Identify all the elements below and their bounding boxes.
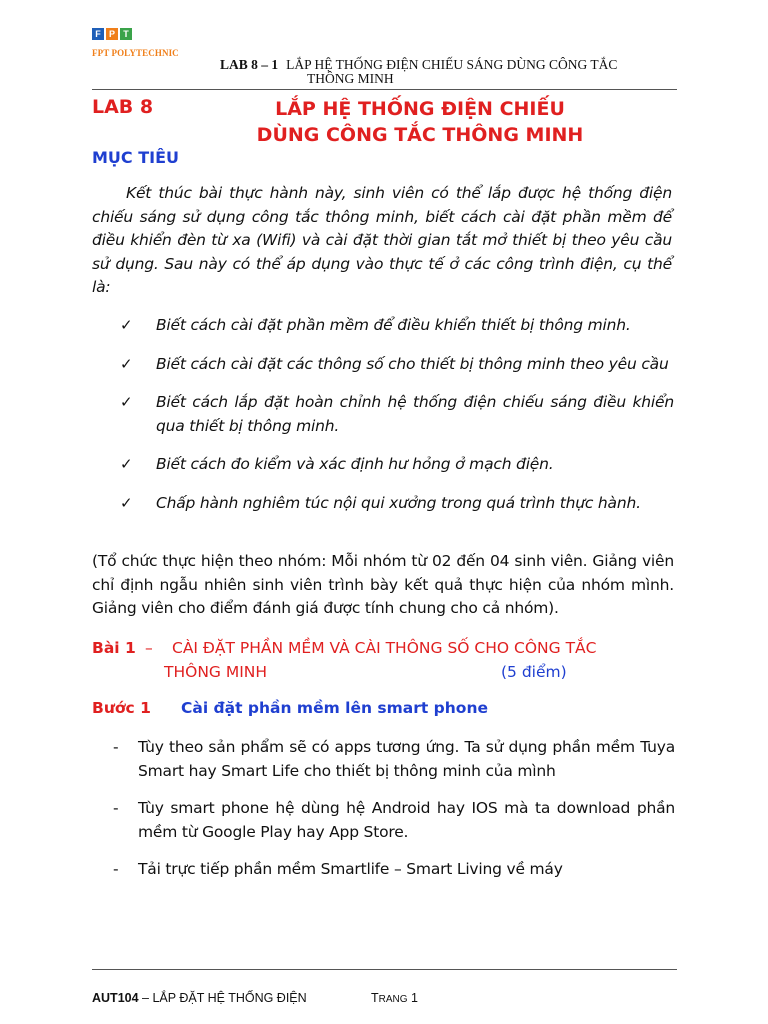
instruction-text: Tùy theo sản phẩm sẽ có apps tương ứng. Ta sử dụng phần mềm Tuya Smart hay Smart Life cho thiết bị thông minh của mình [138,738,675,780]
checkmark-icon: ✓ [120,354,133,373]
objective-item [120,391,674,438]
logo-tile-f: F [92,28,104,40]
footer-course-name: – LẮP ĐẶT HỆ THỐNG ĐIỆN [142,991,307,1005]
page-title-line1: LẮP HỆ THỐNG ĐIỆN CHIẾU [275,98,565,120]
checkmark-icon: ✓ [120,455,133,473]
objective-text: Biết cách lắp đặt hoàn chỉnh hệ thống điện chiếu sáng điều khiển qua thiết bị thông minh. [156,393,674,435]
intro-text: Kết thúc bài thực hành này, sinh viên có thể lắp được hệ thống điện chiếu sáng sử dụng công tắc thông minh, biết cách cài đặt phần mềm để điều khiển đèn từ xa (Wifi) và cài đặt thời gian tắt mở thiết bị theo yêu cầu sử dụng. Sau này có thể áp dụng vào thực tế ở các công trình điện, cụ thể là: [92,184,672,296]
instruction-item [113,858,675,882]
fpt-polytechnic-logo [92,28,202,68]
objectives-list [120,314,674,515]
header-divider [92,89,677,90]
objective-text: Biết cách cài đặt phần mềm để điều khiển thiết bị thông minh. [156,316,631,334]
page-title [210,96,630,148]
checkmark-icon: ✓ [120,393,133,411]
exercise-heading [92,636,677,681]
intro-paragraph [92,182,672,300]
exercise-title-line2: THÔNG MINH [164,663,268,681]
dash-bullet: - [113,738,119,756]
footer-page-value: 1 [411,991,418,1005]
logo-education-text: Education [137,29,181,39]
footer-divider [92,969,677,970]
page-title-line2: DÙNG CÔNG TẮC THÔNG MINH [256,124,584,146]
instruction-item [113,797,675,844]
exercise-dash: – [145,639,153,657]
objective-text: Biết cách đo kiểm và xác định hư hỏng ở mạch điện. [156,455,554,473]
instruction-text: Tải trực tiếp phần mềm Smartlife – Smart Living về máy [138,860,563,878]
title-lab-label: LAB 8 [92,96,154,118]
header-title-line1: LẮP HỆ THỐNG ĐIỆN CHIẾU SÁNG DÙNG CÔNG TẮC [286,57,618,72]
objective-item [120,453,674,477]
objective-text: Chấp hành nghiêm túc nội qui xưởng trong quá trình thực hành. [156,493,641,512]
checkmark-icon: ✓ [120,316,133,334]
step-heading [92,699,489,717]
section-heading-objectives: MỤC TIÊU [92,148,180,167]
step-title: Cài đặt phần mềm lên smart phone [181,699,489,717]
exercise-number: Bài 1 [92,639,136,657]
step-instructions-list [113,736,675,896]
instruction-item [113,736,675,783]
footer-page-initial: T [371,991,379,1005]
dash-bullet: - [113,860,119,878]
footer-page-number [371,991,418,1005]
exercise-title-line1: CÀI ĐẶT PHẦN MỀM VÀ CÀI THÔNG SỐ CHO CÔNG TẮC [172,639,597,657]
logo-name: FPT POLYTECHNIC [92,48,179,58]
checkmark-icon: ✓ [120,493,133,512]
instruction-text: Tùy smart phone hệ dùng hệ Android hay IOS mà ta download phần mềm từ Google Play hay App Store. [138,799,675,841]
logo-tile-p: P [106,28,118,40]
step-number: Bước 1 [92,699,151,717]
dash-bullet: - [113,799,119,817]
footer-course [92,991,307,1005]
footer-course-code: AUT104 [92,991,139,1005]
exercise-points: (5 điểm) [501,663,567,681]
objective-text: Biết cách cài đặt các thông số cho thiết bị thông minh theo yêu cầu [156,354,669,373]
footer-page-word: RANG [378,994,408,1005]
running-header [220,58,690,86]
header-title-line2: THÔNG MINH [307,71,394,86]
objective-item [120,314,674,338]
header-lab-number: LAB 8 – 1 [220,57,279,72]
objective-item [120,353,674,377]
objective-item [120,492,674,516]
logo-tiles [92,28,202,40]
group-note: (Tổ chức thực hiện theo nhóm: Mỗi nhóm từ 02 đến 04 sinh viên. Giảng viên chỉ định ngẫu nhiên sinh viên trình bày kết quả thực hiện của nhóm mình. Giảng viên cho điểm đánh giá được tính chung cho cả nhóm). [92,552,674,617]
logo-tile-t: T [120,28,132,40]
